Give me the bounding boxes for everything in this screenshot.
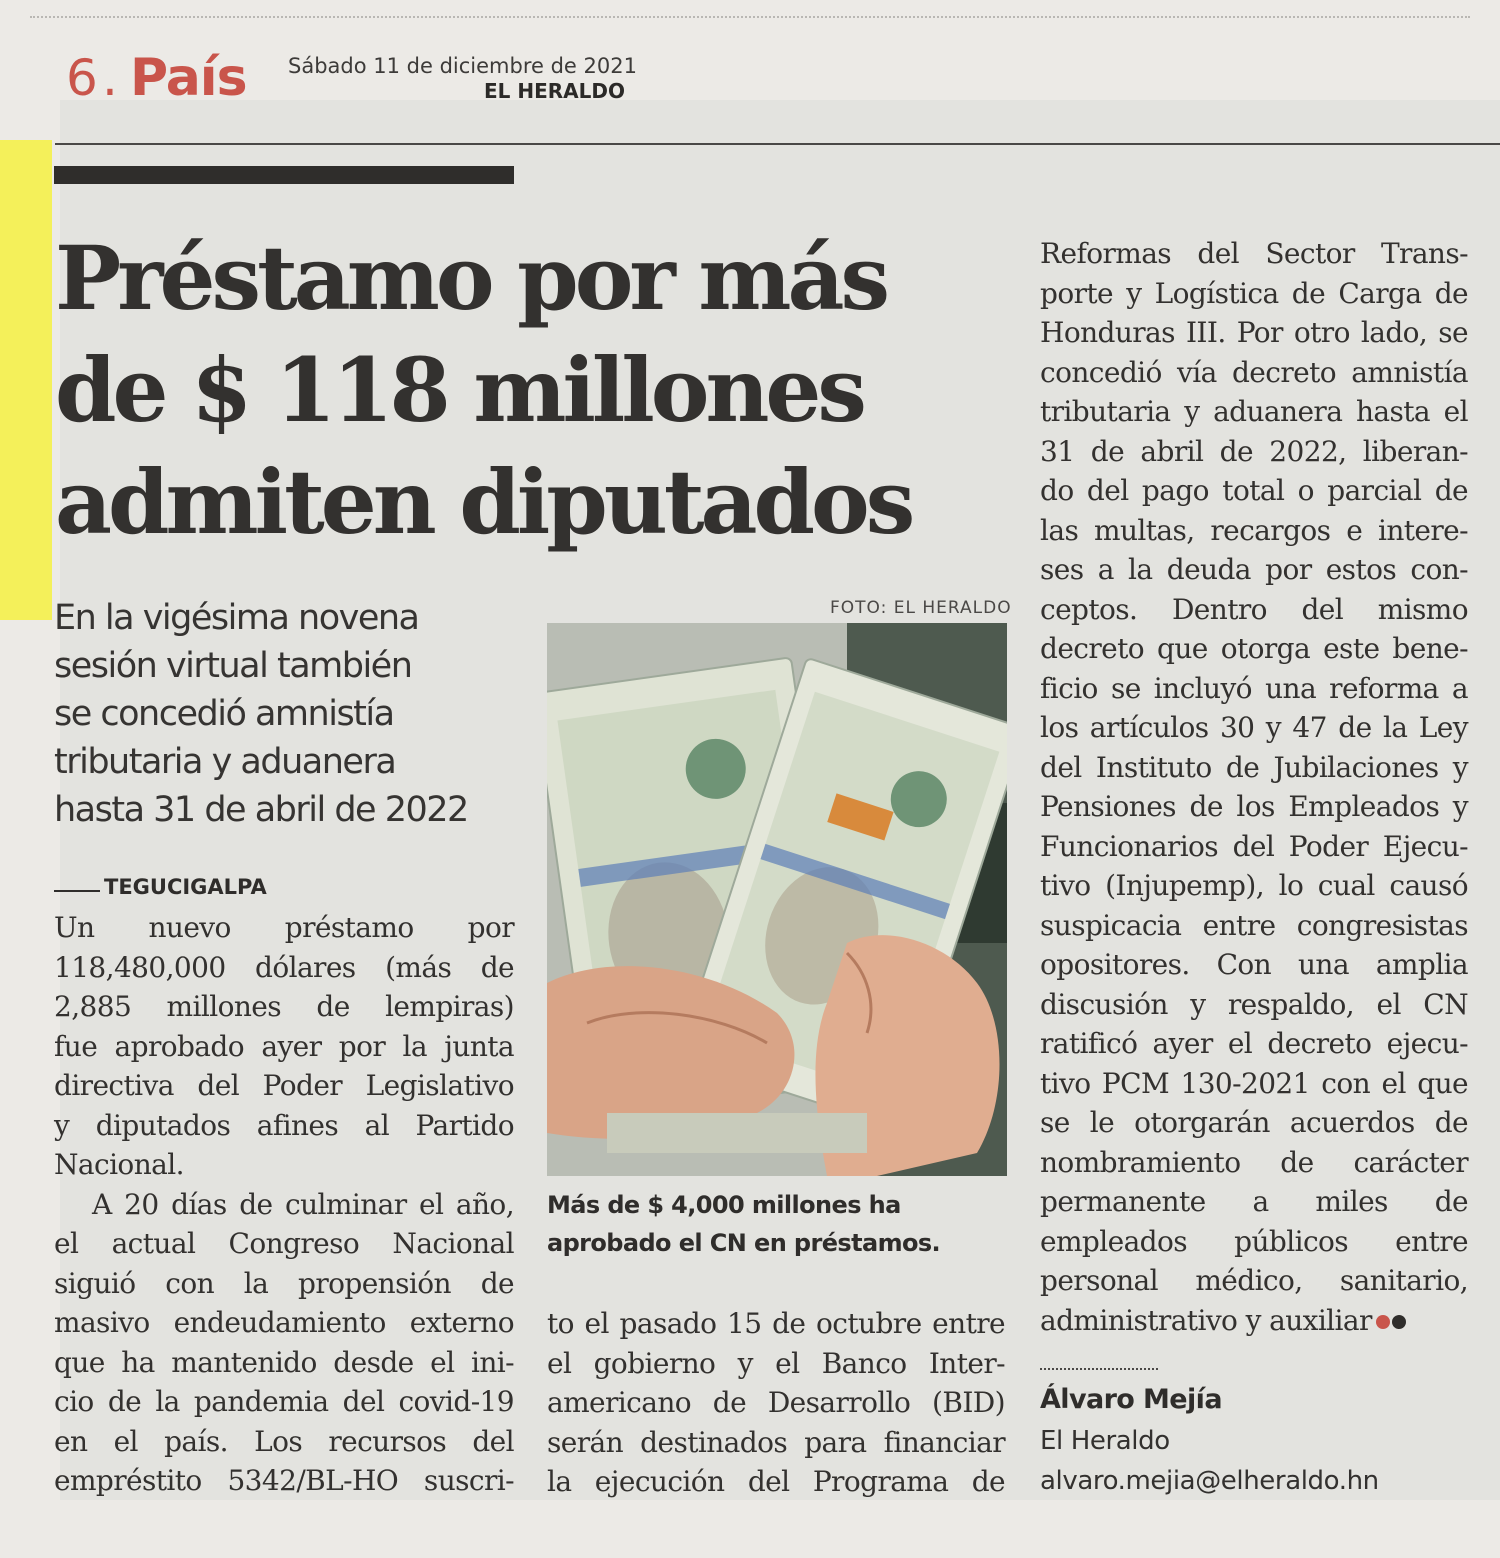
body-line: directiva del Poder Legislativo bbox=[54, 1069, 514, 1102]
body-line: el actual Congreso Nacional bbox=[54, 1227, 514, 1260]
body-line: A 20 días de culminar el año, bbox=[92, 1187, 514, 1221]
body-line: los artículos 30 y 47 de la Ley bbox=[1040, 711, 1468, 744]
body-line: do del pago total o parcial de bbox=[1040, 474, 1468, 507]
headline-bar bbox=[54, 166, 514, 184]
body-line: que ha mantenido desde el ini- bbox=[54, 1345, 514, 1379]
section-name: País bbox=[130, 48, 247, 108]
body-line: Un nuevo préstamo por bbox=[54, 911, 514, 944]
end-mark-dark-icon bbox=[1392, 1315, 1406, 1329]
page-bottom-margin bbox=[0, 1500, 1500, 1558]
body-line: masivo endeudamiento externo bbox=[54, 1306, 514, 1339]
body-line: tributaria y aduanera hasta el bbox=[1040, 395, 1468, 428]
top-dotted-rule bbox=[30, 16, 1470, 18]
body-line: ses a la deuda por estos con- bbox=[1040, 553, 1468, 586]
newspaper-name: EL HERALDO bbox=[484, 79, 625, 103]
body-line: ceptos. Dentro del mismo bbox=[1040, 592, 1468, 626]
body-line: empleados públicos entre bbox=[1040, 1224, 1468, 1258]
body-line: se le otorgarán acuerdos de bbox=[1040, 1106, 1468, 1139]
body-line: Nacional. bbox=[54, 1148, 184, 1181]
body-line: discusión y respaldo, el CN bbox=[1040, 987, 1468, 1021]
body-line: tivo (Injupemp), lo cual causó bbox=[1040, 869, 1468, 902]
body-line: personal médico, sanitario, bbox=[1040, 1264, 1468, 1297]
body-line: permanente a miles de bbox=[1040, 1185, 1468, 1218]
body-line: suspicacia entre congresistas bbox=[1040, 908, 1468, 942]
body-line: administrativo y auxiliar bbox=[1040, 1303, 1372, 1337]
highlighter-mark bbox=[0, 140, 52, 620]
body-line: la ejecución del Programa de bbox=[547, 1465, 1005, 1498]
body-line: el gobierno y el Banco Inter- bbox=[547, 1346, 1005, 1380]
photo-caption bbox=[547, 1186, 1007, 1262]
subhead-line: En la vigésima novena bbox=[54, 598, 419, 638]
caption-line: Más de $ 4,000 millones ha bbox=[547, 1191, 901, 1219]
headline-line: admiten diputados bbox=[55, 450, 912, 554]
body-line: to el pasado 15 de octubre entre bbox=[547, 1307, 1005, 1340]
body-line: americano de Desarrollo (BID) bbox=[547, 1386, 1005, 1419]
dateline-city: TEGUCIGALPA bbox=[104, 875, 267, 899]
dateline-dash bbox=[54, 890, 100, 892]
body-line: ficio se incluyó una reforma a bbox=[1040, 671, 1468, 705]
body-line: las multas, recargos e intere- bbox=[1040, 513, 1468, 547]
headline-line: Préstamo por más bbox=[55, 226, 887, 330]
header-rule bbox=[55, 143, 1500, 145]
subhead-line: sesión virtual también bbox=[54, 646, 412, 686]
photo-credit: FOTO: EL HERALDO bbox=[830, 598, 1012, 618]
headline bbox=[55, 222, 1015, 558]
body-line: empréstito 5342/BL-HO suscri- bbox=[54, 1464, 514, 1497]
body-column-2 bbox=[547, 1304, 1005, 1502]
body-line: 118,480,000 dólares (más de bbox=[54, 950, 514, 984]
body-line: fue aprobado ayer por la junta bbox=[54, 1029, 514, 1063]
subhead-line: se concedió amnistía bbox=[54, 694, 394, 734]
body-line: Honduras III. Por otro lado, se bbox=[1040, 316, 1468, 349]
issue-date: Sábado 11 de diciembre de 2021 bbox=[288, 54, 637, 78]
caption-line: aprobado el CN en préstamos. bbox=[547, 1229, 941, 1257]
body-line: 2,885 millones de lempiras) bbox=[54, 990, 514, 1023]
page-number: 6 bbox=[66, 49, 98, 107]
subhead-line: tributaria y aduanera bbox=[54, 742, 396, 782]
body-line: serán destinados para financiar bbox=[547, 1425, 1005, 1459]
author-organization: El Heraldo bbox=[1040, 1426, 1170, 1456]
body-line: opositores. Con una amplia bbox=[1040, 948, 1468, 981]
end-mark-red-icon bbox=[1376, 1315, 1390, 1329]
author-name: Álvaro Mejía bbox=[1040, 1384, 1222, 1415]
money-photo bbox=[547, 623, 1007, 1176]
body-line: nombramiento de carácter bbox=[1040, 1145, 1468, 1179]
body-line: en el país. Los recursos del bbox=[54, 1424, 514, 1458]
body-line: porte y Logística de Carga de bbox=[1040, 276, 1468, 310]
author-email[interactable]: alvaro.mejia@elheraldo.hn bbox=[1040, 1466, 1379, 1496]
body-line: Pensiones de los Empleados y bbox=[1040, 790, 1468, 823]
body-line: tivo PCM 130-2021 con el que bbox=[1040, 1066, 1468, 1100]
body-line-final bbox=[1040, 1301, 1468, 1341]
page-number-dot: . bbox=[102, 49, 118, 107]
subheadline bbox=[54, 594, 524, 834]
body-line: concedió vía decreto amnistía bbox=[1040, 355, 1468, 389]
dateline bbox=[54, 875, 267, 899]
signature-rule bbox=[1040, 1368, 1158, 1370]
body-line: ratificó ayer el decreto ejecu- bbox=[1040, 1027, 1468, 1060]
money-photo-illustration bbox=[547, 623, 1007, 1176]
body-line: Reformas del Sector Trans- bbox=[1040, 237, 1468, 270]
body-column-1 bbox=[54, 908, 514, 1501]
body-line: del Instituto de Jubilaciones y bbox=[1040, 750, 1468, 784]
body-line: y diputados afines al Partido bbox=[54, 1108, 514, 1142]
body-line: Funcionarios del Poder Ejecu- bbox=[1040, 829, 1468, 863]
headline-line: de $ 118 millones bbox=[55, 338, 863, 442]
body-line: 31 de abril de 2022, liberan- bbox=[1040, 434, 1468, 468]
subhead-line: hasta 31 de abril de 2022 bbox=[54, 790, 468, 830]
body-line: cio de la pandemia del covid-19 bbox=[54, 1385, 514, 1418]
body-column-3 bbox=[1040, 234, 1468, 1340]
body-line: siguió con la propensión de bbox=[54, 1266, 514, 1300]
body-line: decreto que otorga este bene- bbox=[1040, 632, 1468, 665]
